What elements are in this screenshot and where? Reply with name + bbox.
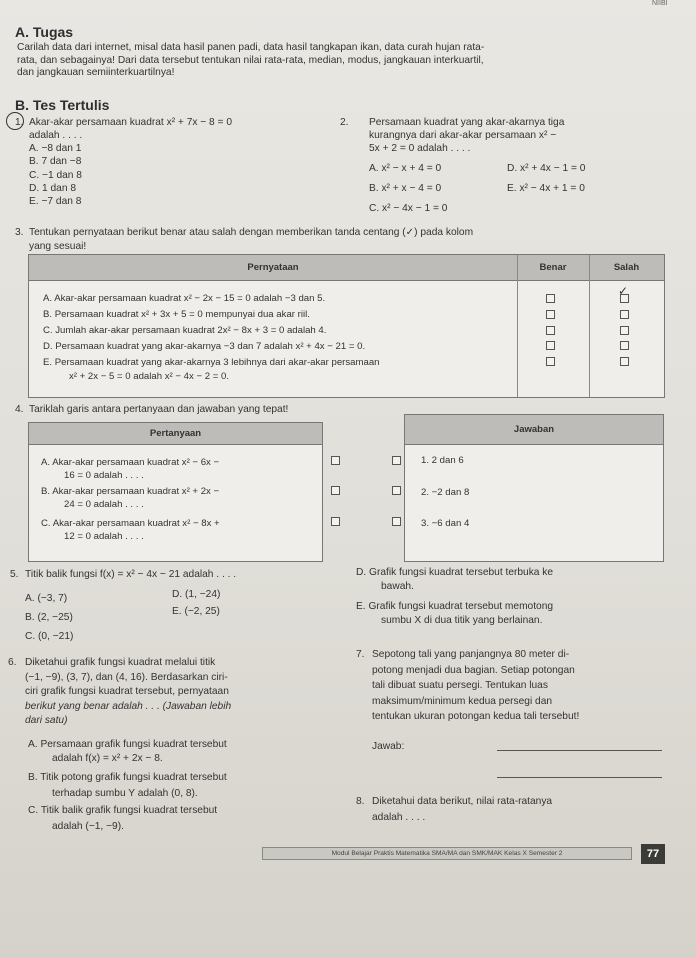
q4-b-connector[interactable] xyxy=(331,486,340,495)
q3-row-d: D. Persamaan kuadrat yang akar-akarnya −3 dan 7 adalah x² + 4x − 21 = 0. xyxy=(43,341,366,352)
q3-e-salah-checkbox[interactable] xyxy=(620,357,629,366)
q6-option-a-cont: adalah f(x) = x² + 2x − 8. xyxy=(52,753,163,764)
q3-header-benar: Benar xyxy=(539,262,567,273)
q-cont-option-d[interactable]: D. Grafik fungsi kuadrat tersebut terbuka ke xyxy=(356,567,554,578)
q6-option-b-cont: terhadap sumbu Y adalah (0, 8). xyxy=(52,788,198,799)
q3-stem2: yang sesuai! xyxy=(29,241,87,252)
circle-mark-icon xyxy=(6,112,24,130)
q7-answer-line[interactable] xyxy=(497,750,662,751)
q3-c-salah-checkbox[interactable] xyxy=(620,326,629,335)
q3-stem: Tentukan pernyataan berikut benar atau salah dengan memberikan tanda centang (✓) pada kolom xyxy=(29,227,474,238)
q4-answer-1: 1. 2 dan 6 xyxy=(421,455,464,466)
q4-question-a: A. Akar-akar persamaan kuadrat x² − 6x − xyxy=(41,457,220,468)
q2-stem2: kurangnya dari akar-akar persamaan x² − xyxy=(369,130,557,141)
q3-d-benar-checkbox[interactable] xyxy=(546,341,555,350)
paragraph-line: dan jangkauan semiinterkuartilnya! xyxy=(17,67,175,78)
q4-question-a-cont: 16 = 0 adalah . . . . xyxy=(64,470,144,481)
q6-line: ciri grafik fungsi kuadrat tersebut, pernyataan xyxy=(25,686,229,697)
table-divider xyxy=(589,255,590,397)
q6-option-b[interactable]: B. Titik potong grafik fungsi kuadrat tersebut xyxy=(28,772,227,783)
q3-header-pernyataan: Pernyataan xyxy=(247,262,299,273)
q3-row-c: C. Jumlah akar-akar persamaan kuadrat 2x² − 8x + 3 = 0 adalah 4. xyxy=(43,325,327,336)
q4-1-connector[interactable] xyxy=(392,456,401,465)
q6-option-a[interactable]: A. Persamaan grafik fungsi kuadrat tersebut xyxy=(28,739,227,750)
q6-option-c[interactable]: C. Titik balik grafik fungsi kuadrat tersebut xyxy=(28,805,218,816)
q1-option-a[interactable]: A. −8 dan 1 xyxy=(29,143,82,154)
q4-question-b: B. Akar-akar persamaan kuadrat x² + 2x − xyxy=(41,486,220,497)
q5-number: 5. xyxy=(10,569,19,580)
q3-c-benar-checkbox[interactable] xyxy=(546,326,555,335)
q7-line: tali dibuat suatu persegi. Tentukan luas xyxy=(372,680,548,691)
q2-stem3: 5x + 2 = 0 adalah . . . . xyxy=(369,143,471,154)
q7-answer-label: Jawab: xyxy=(372,741,405,752)
q7-line: Sepotong tali yang panjangnya 80 meter di- xyxy=(372,649,570,660)
q3-b-salah-checkbox[interactable] xyxy=(620,310,629,319)
q7-answer-line[interactable] xyxy=(497,777,662,778)
q4-answer-3: 3. −6 dan 4 xyxy=(421,518,470,529)
corner-mark: NIIBI xyxy=(652,0,668,7)
q1-stem2: adalah . . . . xyxy=(29,130,83,141)
q1-option-d[interactable]: D. 1 dan 8 xyxy=(29,182,77,194)
paragraph-line: rata, dan sebagainya! Dari data tersebut tentukan nilai rata-rata, median, modus, jangkauan interkuartil, xyxy=(17,54,484,66)
q3-table xyxy=(28,254,665,398)
q2-option-a[interactable]: A. x² − x + 4 = 0 xyxy=(369,163,442,174)
q6-number: 6. xyxy=(8,657,17,668)
section-a-title: A. Tugas xyxy=(15,24,74,40)
q4-question-table xyxy=(28,422,323,562)
q8-stem2: adalah . . . . xyxy=(372,812,426,823)
q5-option-b[interactable]: B. (2, −25) xyxy=(25,612,73,623)
q3-row-b: B. Persamaan kuadrat x² + 3x + 5 = 0 mempunyai dua akar riil. xyxy=(43,309,310,320)
q5-option-e[interactable]: E. (−2, 25) xyxy=(172,606,220,617)
page-number: 77 xyxy=(641,844,665,864)
q3-a-benar-checkbox[interactable] xyxy=(546,294,555,303)
q5-option-d[interactable]: D. (1, −24) xyxy=(172,589,221,600)
q-cont-option-e[interactable]: E. Grafik fungsi kuadrat tersebut memotong xyxy=(356,601,554,612)
q1-option-c[interactable]: C. −1 dan 8 xyxy=(29,169,82,181)
section-b-title: B. Tes Tertulis xyxy=(15,97,110,113)
q4-a-connector[interactable] xyxy=(331,456,340,465)
q2-option-c[interactable]: C. x² − 4x − 1 = 0 xyxy=(369,203,448,214)
table-divider xyxy=(517,255,518,397)
q3-row-e: E. Persamaan kuadrat yang akar-akarnya 3 lebihnya dari akar-akar persamaan xyxy=(43,357,380,368)
q4-question-c-cont: 12 = 0 adalah . . . . xyxy=(64,531,144,542)
section-a-paragraph xyxy=(17,42,687,80)
q4-answer-table xyxy=(404,414,664,562)
q4-answer-header: Jawaban xyxy=(405,415,663,445)
q7-line: tentukan ukuran potongan kedua tali tersebut! xyxy=(372,711,580,722)
q3-header-salah: Salah xyxy=(613,262,640,273)
q2-number: 2. xyxy=(340,117,349,128)
q4-2-connector[interactable] xyxy=(392,486,401,495)
q4-number: 4. xyxy=(15,404,24,415)
q5-option-c[interactable]: C. (0, −21) xyxy=(25,631,74,642)
footer-book-title: Modul Belajar Praktis Matematika SMA/MA dan SMK/MAK Kelas X Semester 2 xyxy=(262,847,632,860)
q4-stem: Tariklah garis antara pertanyaan dan jawaban yang tepat! xyxy=(29,404,289,415)
q6-line: Diketahui grafik fungsi kuadrat melalui titik xyxy=(25,657,216,668)
q4-3-connector[interactable] xyxy=(392,517,401,526)
q3-e-benar-checkbox[interactable] xyxy=(546,357,555,366)
q3-row-e-cont: x² + 2x − 5 = 0 adalah x² − 4x − 2 = 0. xyxy=(69,371,229,382)
q6-stem xyxy=(25,656,231,729)
q6-line: berikut yang benar adalah . . . (Jawaban lebih xyxy=(25,700,232,712)
q2-option-e[interactable]: E. x² − 4x + 1 = 0 xyxy=(507,183,585,194)
q8-number: 8. xyxy=(356,796,365,807)
q1-stem: Akar-akar persamaan kuadrat x² + 7x − 8 = 0 xyxy=(29,117,233,128)
q3-b-benar-checkbox[interactable] xyxy=(546,310,555,319)
q1-options xyxy=(29,142,82,208)
q-cont-option-e-cont: sumbu X di dua titik yang berlainan. xyxy=(381,615,543,626)
q1-option-b[interactable]: B. 7 dan −8 xyxy=(29,156,82,168)
q6-option-c-cont: adalah (−1, −9). xyxy=(52,821,124,832)
q7-line: potong menjadi dua bagian. Setiap potongan xyxy=(372,664,575,676)
q5-stem: Titik balik fungsi f(x) = x² − 4x − 21 adalah . . . . xyxy=(25,569,237,580)
q3-number: 3. xyxy=(15,227,24,238)
q-cont-option-d-cont: bawah. xyxy=(381,581,414,592)
q4-question-c: C. Akar-akar persamaan kuadrat x² − 8x + xyxy=(41,518,220,529)
q7-stem xyxy=(372,648,579,726)
q2-option-b[interactable]: B. x² + x − 4 = 0 xyxy=(369,183,442,194)
q8-stem: Diketahui data berikut, nilai rata-ratanya xyxy=(372,796,553,807)
q5-option-a[interactable]: A. (−3, 7) xyxy=(25,593,68,604)
q2-stem: Persamaan kuadrat yang akar-akarnya tiga xyxy=(369,117,565,128)
q4-question-header: Pertanyaan xyxy=(29,423,322,445)
q1-option-e[interactable]: E. −7 dan 8 xyxy=(29,196,82,208)
checkmark-icon: ✓ xyxy=(618,284,629,298)
q4-question-b-cont: 24 = 0 adalah . . . . xyxy=(64,499,144,510)
q2-option-d[interactable]: D. x² + 4x − 1 = 0 xyxy=(507,163,586,174)
q4-answer-2: 2. −2 dan 8 xyxy=(421,487,470,498)
q4-c-connector[interactable] xyxy=(331,517,340,526)
q7-number: 7. xyxy=(356,649,365,660)
paragraph-line: Carilah data dari internet, misal data hasil panen padi, data hasil tangkapan ikan, data curah hujan rata- xyxy=(17,42,485,53)
q1-number: 1. xyxy=(15,117,24,128)
q3-d-salah-checkbox[interactable] xyxy=(620,341,629,350)
q6-line: (−1, −9), (3, 7), dan (4, 16). Berdasarkan ciri- xyxy=(25,671,228,683)
q3-row-a: A. Akar-akar persamaan kuadrat x² − 2x − 15 = 0 adalah −3 dan 5. xyxy=(43,293,326,304)
q6-line: dari satu) xyxy=(25,715,68,726)
q7-line: maksimum/minimum kedua persegi dan xyxy=(372,695,553,707)
